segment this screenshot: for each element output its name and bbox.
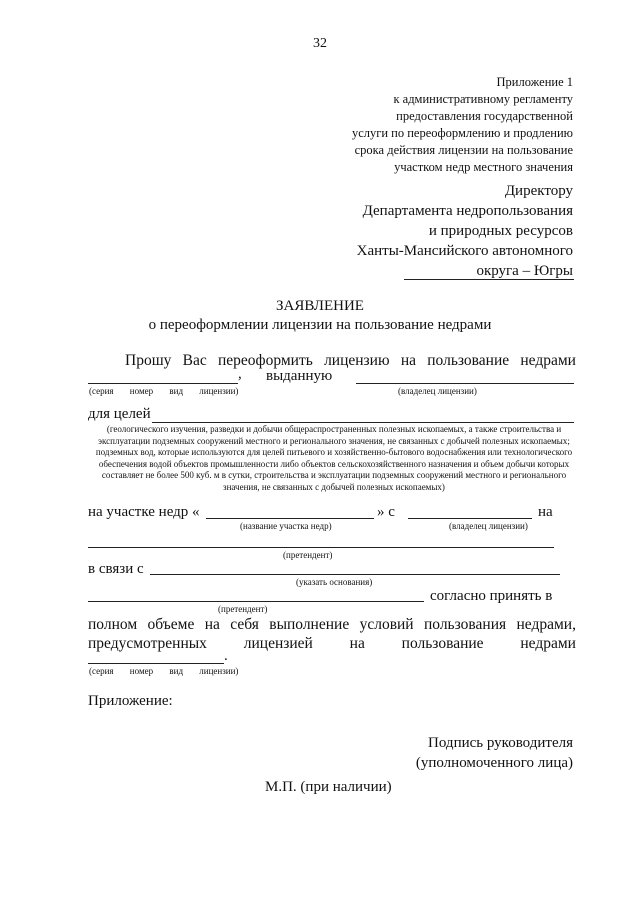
consent-period: . <box>224 648 228 664</box>
addressee-line: округа – Югры <box>476 263 573 279</box>
purpose-label: для целей <box>88 406 151 422</box>
stamp-label: М.П. (при наличии) <box>265 779 392 795</box>
consent-tail: согласно принять в <box>430 588 553 604</box>
applicant-field[interactable] <box>88 547 554 548</box>
consent-word: выполнение <box>269 616 350 633</box>
request-word: недрами <box>520 352 576 369</box>
document-title: ЗАЯВЛЕНИЕ <box>276 298 364 314</box>
attachment-label: Приложение: <box>88 693 173 709</box>
consent-applicant-field[interactable] <box>88 601 424 602</box>
site-close-label: » с <box>377 504 395 520</box>
consent-word: полном <box>88 616 138 633</box>
request-word: пользование <box>427 352 510 369</box>
appendix-line: услуги по переоформлению и продлению <box>351 126 573 140</box>
appendix-line: Приложение 1 <box>496 75 573 89</box>
consent-word: на <box>204 616 220 633</box>
appendix-line: срока действия лицензии на пользование <box>354 143 573 157</box>
consent-word: предусмотренных <box>88 635 207 652</box>
signature-block <box>416 733 573 773</box>
signature-line-2: (уполномоченного лица) <box>415 755 573 771</box>
appendix-line: предоставления государственной <box>396 109 573 123</box>
consent-word: лицензией <box>243 635 313 652</box>
purpose-note: (геологического изучения, разведки и добычи общераспространенных полезных ископаемых, а также строительства и эксплуатации подземных сооружений местного и регионального значения, не связанных с добычей полезных ископаемых; подземных вод, которые используются для целей питьевого и хозяйственно-бытового водоснабжения или технологического обеспечения водой объектов промышленности либо объектов сельскохозяйственного назначения и объем добычи которых составляет не более 500 куб. м в сутки, строительства и эксплуатации подземных сооружений местного и регионального значения, не связанных с добычей полезных ископаемых) <box>95 424 573 492</box>
addressee-block <box>357 181 573 281</box>
license-owner-note: (владелец лицензии) <box>398 386 477 396</box>
purpose-field[interactable] <box>152 422 574 423</box>
site-name-field[interactable] <box>206 518 374 519</box>
signature-line-1: Подпись руководителя <box>428 735 573 751</box>
appendix-header <box>352 74 573 176</box>
consent-line-2 <box>88 635 576 653</box>
consent-word: пользования <box>423 616 507 633</box>
consent-license-note: (серия номер вид лицензии) <box>89 666 239 676</box>
reason-field[interactable] <box>150 574 560 575</box>
site-owner-field[interactable] <box>408 518 532 519</box>
license-number-note: (серия номер вид лицензии) <box>89 386 239 396</box>
license-number-field[interactable] <box>88 383 238 384</box>
page-number: 32 <box>313 36 327 51</box>
consent-word: на <box>349 635 365 652</box>
applicant-note: (претендент) <box>283 550 333 560</box>
consent-word: пользование <box>401 635 484 652</box>
reason-label: в связи с <box>88 561 144 577</box>
addressee-line: Ханты-Мансийского автономного <box>356 243 573 259</box>
request-word: Прошу <box>125 352 172 369</box>
comma: , <box>238 366 242 382</box>
consent-word: условий <box>359 616 414 633</box>
consent-word: объеме <box>147 616 195 633</box>
request-word: лицензию <box>324 352 390 369</box>
addressee-name-line[interactable] <box>404 279 574 280</box>
consent-word: недрами <box>520 635 576 652</box>
addressee-line: Департамента недропользования <box>362 203 573 219</box>
consent-line-1 <box>88 616 576 634</box>
consent-word: себя <box>230 616 259 633</box>
site-to-label: на <box>538 504 553 520</box>
request-word: переоформить <box>218 352 313 369</box>
appendix-line: к административному регламенту <box>393 92 573 106</box>
consent-word: недрами, <box>516 616 576 633</box>
addressee-line: Директору <box>504 183 573 199</box>
consent-applicant-note: (претендент) <box>218 604 268 614</box>
document-subtitle: о переоформлении лицензии на пользование недрами <box>148 317 492 333</box>
request-line <box>125 352 576 370</box>
request-word: на <box>400 352 416 369</box>
reason-note: (указать основания) <box>296 577 373 587</box>
request-word: Вас <box>182 352 207 369</box>
site-label: на участке недр « <box>88 504 200 520</box>
addressee-line: и природных ресурсов <box>428 223 573 239</box>
site-name-note: (название участка недр) <box>240 521 332 531</box>
site-owner-note: (владелец лицензии) <box>449 521 528 531</box>
consent-license-field[interactable] <box>88 663 224 664</box>
license-owner-field[interactable] <box>356 383 574 384</box>
appendix-line: участком недр местного значения <box>394 160 573 174</box>
issued-label: выданную <box>266 368 333 384</box>
